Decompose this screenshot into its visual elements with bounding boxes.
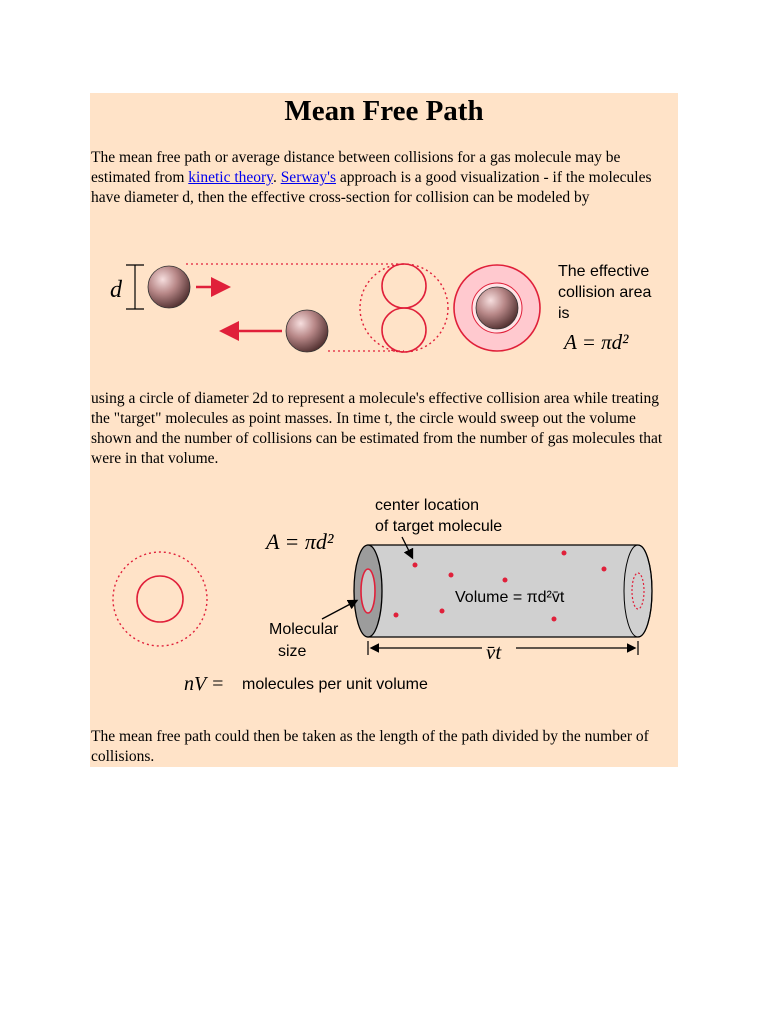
target-molecule-dot [394, 613, 399, 618]
nv-symbol: nV = [184, 673, 225, 695]
molecule-ball [476, 287, 518, 329]
conclusion-paragraph: The mean free path could then be taken as the length of the path divided by the number of collisions. [91, 728, 649, 765]
target-molecule-dot [440, 609, 445, 614]
intro-paragraph [91, 148, 677, 208]
content-panel [90, 93, 678, 767]
molecule-outline-bottom [382, 308, 426, 352]
kinetic-theory-link[interactable]: kinetic theory [188, 169, 273, 186]
molecule-ball [148, 266, 190, 308]
effective-circle-dotted [113, 552, 207, 646]
target-molecule-dot [449, 573, 454, 578]
caption-line-1: The effective [558, 263, 650, 280]
page-title: Mean Free Path [284, 95, 484, 127]
diameter-label: d [110, 277, 122, 303]
intro-text-between: . [272, 169, 281, 186]
cylinder-left-molecule [361, 569, 375, 613]
intro-text-start: The mean free path or average distance between collisions for a gas molecule may be estimated from [91, 149, 621, 186]
cylinder-area-formula: A = πd² [266, 529, 334, 554]
target-molecule-dot [602, 567, 607, 572]
target-molecule-dot [413, 563, 418, 568]
molecule-size-circle [137, 576, 183, 622]
center-location-label-1: center location [375, 497, 480, 514]
swept-volume-figure [90, 493, 678, 703]
nv-description: molecules per unit volume [242, 676, 428, 693]
target-molecule-dot [562, 551, 567, 556]
volume-formula: Volume = πd²v̄t [455, 589, 565, 606]
area-formula: A = πd² [564, 330, 629, 354]
intro-text-end: approach is a good visualization - if the molecules have diameter d, then the effective cross-section for collision can be modeled by [91, 169, 652, 206]
serway-link[interactable]: Serway's [280, 169, 336, 186]
caption-line-3: is [558, 305, 570, 322]
molecule-ball [286, 310, 328, 352]
caption-line-2: collision area [558, 284, 652, 301]
target-molecule-dot [552, 617, 557, 622]
center-location-label-2: of target molecule [375, 518, 503, 535]
molecular-size-label-2: size [278, 643, 307, 660]
molecular-size-label-1: Molecular [269, 621, 339, 638]
molecular-size-arrow [322, 601, 356, 619]
collision-area-figure [90, 251, 678, 367]
explanation-paragraph: using a circle of diameter 2d to represent a molecule's effective collision area while treating the "target" molecules as point masses. In time t, the circle would sweep out the volume shown and the number of collisions can be estimated from the number of gas molecules that were in that volume. [91, 390, 663, 467]
vt-label: v̄t [486, 640, 502, 664]
molecule-outline-top [382, 264, 426, 308]
target-molecule-dot [503, 578, 508, 583]
